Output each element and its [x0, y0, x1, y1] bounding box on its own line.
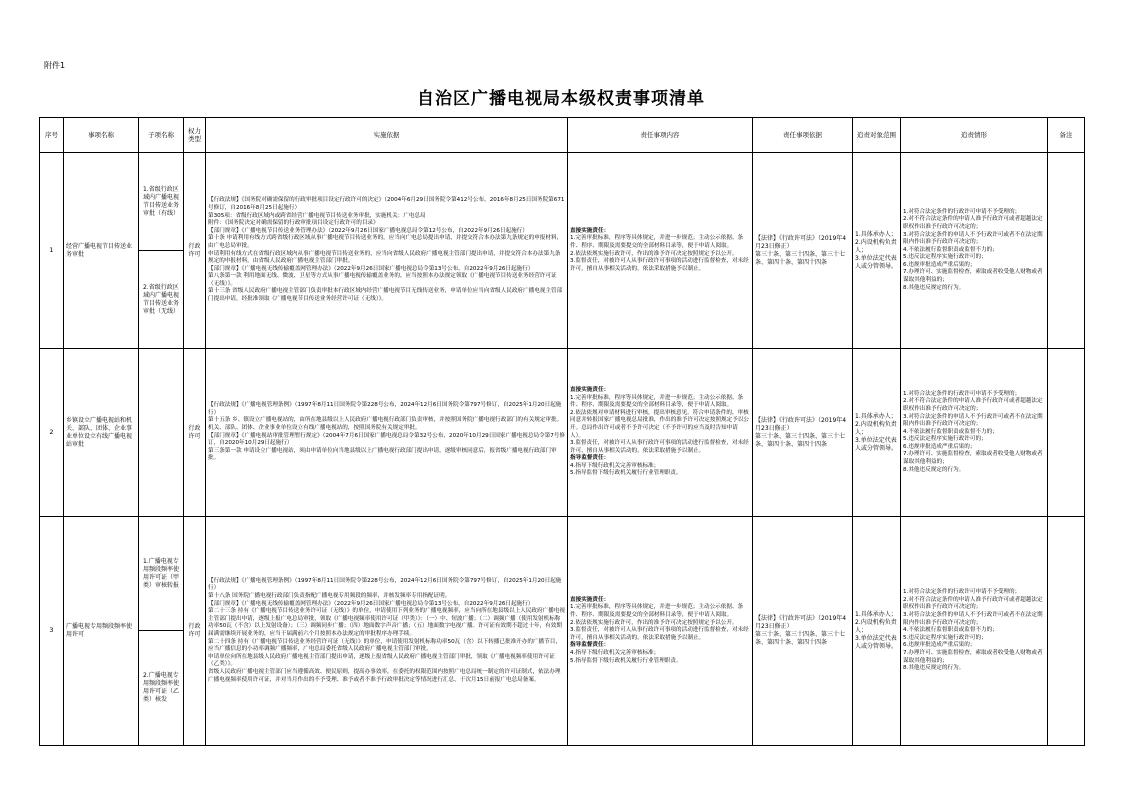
header-note: 备注 [1048, 118, 1085, 153]
basis-paragraph: 第八条第一款 利用地面无线、微波、卫星等方式从事广播电视传输覆盖业务的，应当按照本办法规定领取《广播电视节目传送业务经营许可证（无线）》。 [208, 273, 557, 287]
duty-list-table [39, 117, 1085, 746]
row-subitem: 1.省级行政区域内广播电视节目传送业务审批（有线） [139, 153, 184, 251]
table-row [40, 153, 1085, 251]
header-item-name: 事项名称 [64, 118, 139, 153]
basis-paragraph: 第十八条 国务院广播电视行政部门负责指配广播电视专用频段的频率，并核发频率专用指配证明。 [208, 593, 451, 600]
basis-paragraph: 【部门规章】《广播电视无线传输覆盖网管理办法》（2022年9月26日国家广播电视总局令第13号公布，自2022年9月26日起施行） [208, 265, 534, 272]
basis-paragraph: 【行政法规】《广播电视管理条例》（1997年8月11日国务院令第228号公布，2024年12月6日国务院令第797号修订，自2025年1月20日起施行） [208, 577, 562, 592]
header-power-type: 权力类型 [184, 118, 206, 153]
row-duty [568, 153, 753, 349]
case-line: 2.对不符合法定条件的申请人准予行政许可或者超越法定职权作出准予行政许可决定的； [903, 398, 1043, 412]
case-line: 4.不依法履行监督职责或监督不力的； [903, 246, 998, 253]
case-line: 2.对不符合法定条件的申请人准予行政许可或者超越法定职权作出准予行政许可决定的； [903, 596, 1043, 611]
header-basis: 实施依据 [206, 118, 568, 153]
basis-paragraph: 【部门规章】《广播电视站审批管理暂行规定》（2004年7月6日国家广播电视总局令第32号公布，2020年10月29日国家广播电视总局令第7号修订，自2020年10月29日起施行） [208, 432, 565, 447]
duty-line: 4.指导下级行政机关完善审核标准； [570, 649, 660, 656]
row-item-name: 乡镇设立广播电视站和机关、部队、团体、企业事业单位设立有线广播电视站审批 [64, 349, 139, 517]
row-note [1048, 153, 1085, 349]
table-body [40, 153, 1085, 746]
row-basis [206, 517, 568, 746]
duty-basis-line: 第三十条、第三十四条、第三十七条、第四十条、第四十四条 [755, 250, 846, 266]
duty-basis-line: 第三十条、第三十四条、第三十七条、第四十条、第四十四条 [755, 432, 846, 448]
row-basis [206, 153, 568, 349]
header-duty: 责任事项内容 [568, 118, 753, 153]
row-cases [901, 153, 1048, 349]
duty-line: 5.指导监督下级行政机关履行行业管理职责。 [570, 657, 682, 664]
case-line: 7.办理许可、实施监督检查，索取或者收受他人财物或者谋取其他利益的； [903, 269, 1043, 284]
case-line: 7.办理许可、实施监督检查，索取或者收受他人财物或者谋取其他利益的； [903, 451, 1043, 466]
row-cases [901, 517, 1048, 746]
basis-paragraph: 【行政法规】《国务院对确需保留的行政审批项目设定行政许可的决定》（2004年6月29日国务院令第412号公布，2016年8月25日国务院第671号修订，自2016年8月25日起施行） [208, 197, 565, 211]
row-power-type: 行政许可 [184, 517, 206, 746]
case-line: 6.违规审批造成严重后果的； [903, 261, 976, 268]
scope-line: 2.内设机构负责人； [855, 420, 897, 436]
header-duty-basis: 责任事项依据 [753, 118, 853, 153]
row-cases [901, 349, 1048, 517]
basis-paragraph: 申请单位向所在地县级人民政府广播电视主管部门提出申请，逐级上报省级人民政府广播电视主管部门审批，领取《广播电视频率使用许可证（乙类）》。 [208, 653, 555, 668]
table-row [40, 517, 1085, 631]
duty-basis-line: 第三十条、第三十四条、第三十七条、第四十条、第四十四条 [755, 631, 846, 646]
scope-line: 2.内设机构负责人； [855, 619, 897, 634]
duty-line: 2.依法依规实施行政许可，作出的准予许可决定按照规定予以公开。 [570, 619, 738, 626]
duty-line: 1.完善审批标准，程序等具体规定，并进一步规范；主动公示依据、条件、程序、期限及需要提交的全部材料目录等，便于申请人阅取。 [570, 235, 744, 249]
row-power-type: 行政许可 [184, 349, 206, 517]
scope-line: 2.内设机构负责人； [855, 238, 897, 254]
basis-paragraph: 第十三条 省级人民政府广播电视主管部门负责审批本行政区域内经营广播电视节目无线传送业务，申请单位应当向省级人民政府广播电视主管部门提出申请，经批准领取《广播电视节目传送业务经营许可证（无线）》。 [208, 288, 563, 303]
basis-paragraph: 第十条 申请利用有线方式跨省级行政区域从事广播电视节目传送业务的，应当向广电总局提出申请，并提交符合本办法第九条规定的申报材料，由广电总局审批。 [208, 235, 563, 249]
case-line: 3.对符合法定条件的申请人不予行政许可或者不在法定期限内作出准予行政许可决定的； [903, 231, 1043, 246]
case-line: 1.对符合法定条件的行政许可申请不予受理的； [903, 589, 1021, 596]
row-item-name: 经营广播电视节目传送业务审批 [64, 153, 139, 349]
case-line: 4.不依法履行监督职责或监督不力的； [903, 428, 998, 435]
basis-paragraph: 第三条第一款 申请设立广播电视站，须由申请单位向当地县级以上广播电视行政部门提出申请，逐级审核同意后，报省级广播电视行政部门审批。 [208, 447, 557, 462]
row-note [1048, 349, 1085, 517]
duty-basis-line: 【法律】《行政许可法》（2019年4月23日修正） [755, 615, 847, 630]
row-scope [853, 153, 901, 349]
scope-line: 1.具体承办人； [855, 230, 897, 238]
basis-paragraph: 第二十四条 持有《广播电视节目传送业务经营许可证（无线）》的单位，申请使用发射机标称功率50瓦（含）以下转播已批准开办的广播节目，应当广播信息的小功率调频广播频率，广电总局委托省级人民政府广播电视主管部门审批。 [208, 638, 561, 653]
basis-paragraph: 机关、部队、团体、企业事业单位设立有线广播电视站的，按照国务院有关规定审批。 [208, 424, 421, 431]
duty-line: 3.监督责任，对被许可人从事行政许可事项的活动进行监督检查，对未经许可，擅自从事相关活动的，依法采取措施予以制止。 [570, 258, 749, 272]
duty-line: 直接实施责任： [570, 596, 610, 603]
row-seq: 1 [40, 153, 64, 349]
case-line: 8.其他违反规定的行为。 [903, 665, 965, 672]
case-line: 8.其他违反规定的行为。 [903, 466, 965, 473]
row-duty [568, 349, 753, 517]
row-duty-basis [753, 153, 853, 349]
row-seq: 3 [40, 517, 64, 746]
row-scope [853, 517, 901, 746]
case-line: 6.违规审批造成严重后果的； [903, 443, 976, 450]
case-line: 5.违反法定程序实施行政许可的； [903, 634, 987, 641]
basis-paragraph: 【行政法规】《广播电视管理条例》（1997年8月11日国务院令第228号公布，2024年12月6日国务院令第797号修订，自2025年1月20日起施行） [208, 402, 562, 416]
duty-line: 3.监督责任，对被许可人从事行政许可事项的活动进行监督检查，对未经许可，擅自从事相关活动的，依法采取措施予以制止。 [570, 627, 749, 641]
header-cases: 追责情形 [901, 118, 1048, 153]
page-title: 自治区广播电视局本级权责事项清单 [417, 89, 705, 109]
case-line: 2.对不符合法定条件的申请人准予行政许可或者超越法定职权作出准予行政许可决定的； [903, 216, 1043, 230]
basis-paragraph: 第二十三条 持有《广播电视节目传送业务许可证（无线）》的单位，申请使用下列业务的广播电视频率，应当向所在地县级以上人民政府广播电视主管部门提出申请，逐级上报广电总局审批，领取《广播电视频率使用许可证（甲类）》：（一）中、短波广播；（二）调频广播（使用发射机标称功率50瓦（不含）以上发射设备）；（三）调频同步广播；（四）地面数字声音广播；（五）地面数字电视广播。许可证有效期不超过十年，有效期届满需继续开展业务的，应当于届满前六个月按照本办法规定的审批程序办理手续。 [208, 608, 565, 637]
case-line: 1.对符合法定条件的行政许可申请不予受理的； [903, 208, 1021, 215]
basis-paragraph: 申请利用有线方式在省级行政区域内从事广播电视节目传送业务的，应当向省级人民政府广播电视主管部门提出申请，并提交符合本办法第九条规定的申报材料，由省级人民政府广播电视主管部门审批。 [208, 250, 561, 265]
basis-paragraph: 省级人民政府广播电视主管部门应当遵循高效、便民原则，提高办事效率，在委托的权限范围内按照广电总局统一制定的许可证制式，依法办理广播电视频率使用许可证，并对当月作出的不予受理、准予或者不准予行政审批决定等情况进行汇总，于次月15日前报广电总局备案。 [208, 668, 561, 683]
row-subitem: 2.省级行政区域内广播电视节目传送业务审批（无线） [139, 251, 184, 349]
case-line: 3.对符合法定条件的申请人不予行政许可或者不在法定期限内作出准予行政许可决定的； [903, 413, 1043, 428]
duty-basis-line: 【法律】《行政许可法》（2019年4月23日修正） [755, 416, 847, 432]
duty-line: 1.完善审批标准，程序等具体规定，并进一步规范；主动公示依据、条件、程序、期限及需要提交的全部材料目录等，便于申请人阅取。 [570, 394, 744, 409]
case-line: 6.违规审批造成严重后果的； [903, 642, 976, 649]
duty-basis-line: 【法律】《行政许可法》（2019年4月23日修正） [755, 234, 847, 250]
scope-line: 3.单位法定代表人或分管领导。 [855, 436, 898, 452]
basis-paragraph: 【部门规章】《广播电视节目传送业务管理办法》（2022年9月26日国家广播电视总局令第12号公布，自2022年9月26日起施行） [208, 227, 528, 234]
header-scope: 追责对象范围 [853, 118, 901, 153]
case-line: 3.对符合法定条件的申请人不予行政许可或者不在法定期限内作出准予行政许可决定的； [903, 612, 1043, 626]
basis-paragraph: 第305项：省级行政区域内或跨省经营广播电视节目传送业务审批，实施机关：广电总局 [208, 212, 426, 219]
basis-paragraph: 附件：《国务院决定对确需保留的行政审批项目设定行政许可的目录》 [208, 220, 379, 227]
row-duty [568, 517, 753, 746]
row-item-name: 广播电视专用频段频率使用许可 [64, 517, 139, 746]
case-line: 8.其他违反规定的行为。 [903, 284, 965, 291]
case-line: 4.不依法履行监督职责或监督不力的； [903, 627, 998, 634]
header-subitem-name: 子项名称 [139, 118, 184, 153]
scope-line: 3.单位法定代表人或分管领导。 [855, 635, 898, 650]
case-line: 5.违反法定程序实施行政许可的； [903, 436, 987, 443]
duty-line: 4.指导下级行政机关完善审核标准； [570, 462, 660, 469]
basis-paragraph: 第十五条 乡、镇设立广播电视站的，由所在地县级以上人民政府广播电视行政部门负责审核，并按照国务院广播电视行政部门的有关规定审批。 [208, 417, 563, 424]
case-line: 7.办理许可、实施监督检查，索取或者收受他人财物或者谋取其他利益的； [903, 649, 1043, 664]
attachment-label: 附件1 [44, 61, 66, 70]
row-power-type: 行政许可 [184, 153, 206, 349]
scope-line: 3.单位法定代表人或分管领导。 [855, 254, 898, 270]
row-duty-basis [753, 517, 853, 746]
table-header-row [40, 118, 1085, 153]
duty-line: 指导监督责任： [570, 642, 610, 649]
row-basis [206, 349, 568, 517]
row-note [1048, 517, 1085, 746]
row-subitem [139, 349, 184, 517]
basis-paragraph: 【部门规章】《广播电视无线传输覆盖网管理办法》（2022年9月26日国家广播电视总局令第13号公布，自2022年9月26日起施行） [208, 600, 534, 607]
duty-line: 直接实施责任： [570, 386, 610, 393]
case-line: 5.违反法定程序实施行政许可的； [903, 254, 987, 261]
duty-line: 2.依法依规实施行政许可，作出的准予许可决定按照规定予以公开。 [570, 250, 738, 257]
header-seq: 序号 [40, 118, 64, 153]
row-seq: 2 [40, 349, 64, 517]
duty-line: 3.监督责任，对被许可人从事行政许可事项的活动进行监督检查，对未经许可，擅自从事相关活动的，依法采取措施予以制止。 [570, 440, 749, 454]
scope-line: 1.具体承办人； [855, 412, 897, 420]
duty-line: 指导监督责任： [570, 455, 610, 462]
row-subitem: 2.广播电视专用频段频率使用许可证（乙类）核发 [139, 631, 184, 746]
table-row [40, 349, 1085, 517]
duty-line: 直接实施责任： [570, 227, 610, 234]
case-line: 1.对符合法定条件的行政许可申请不予受理的； [903, 390, 1021, 397]
duty-line: 1.完善审批标准，程序等具体规定，并进一步规范；主动公示依据、条件、程序、期限及需要提交的全部材料目录等，便于申请人阅取。 [570, 604, 744, 619]
row-duty-basis [753, 349, 853, 517]
row-scope [853, 349, 901, 517]
duty-line: 2.依法依规对申请材料进行审核，提出审核意见。符合申请条件的，审核同意并转报国家广播电视总局批准，作出的准予许可决定按照规定予以公开。总局作出许可或者不予许可决定（不予许可的应当及时告知申请人）。 [570, 409, 750, 439]
scope-line: 1.具体承办人； [855, 611, 897, 618]
row-subitem: 1.广播电视专用频段频率使用许可证（甲类）审核转报 [139, 517, 184, 631]
duty-line: 5.指导监督下级行政机关履行行业管理职责。 [570, 470, 682, 477]
